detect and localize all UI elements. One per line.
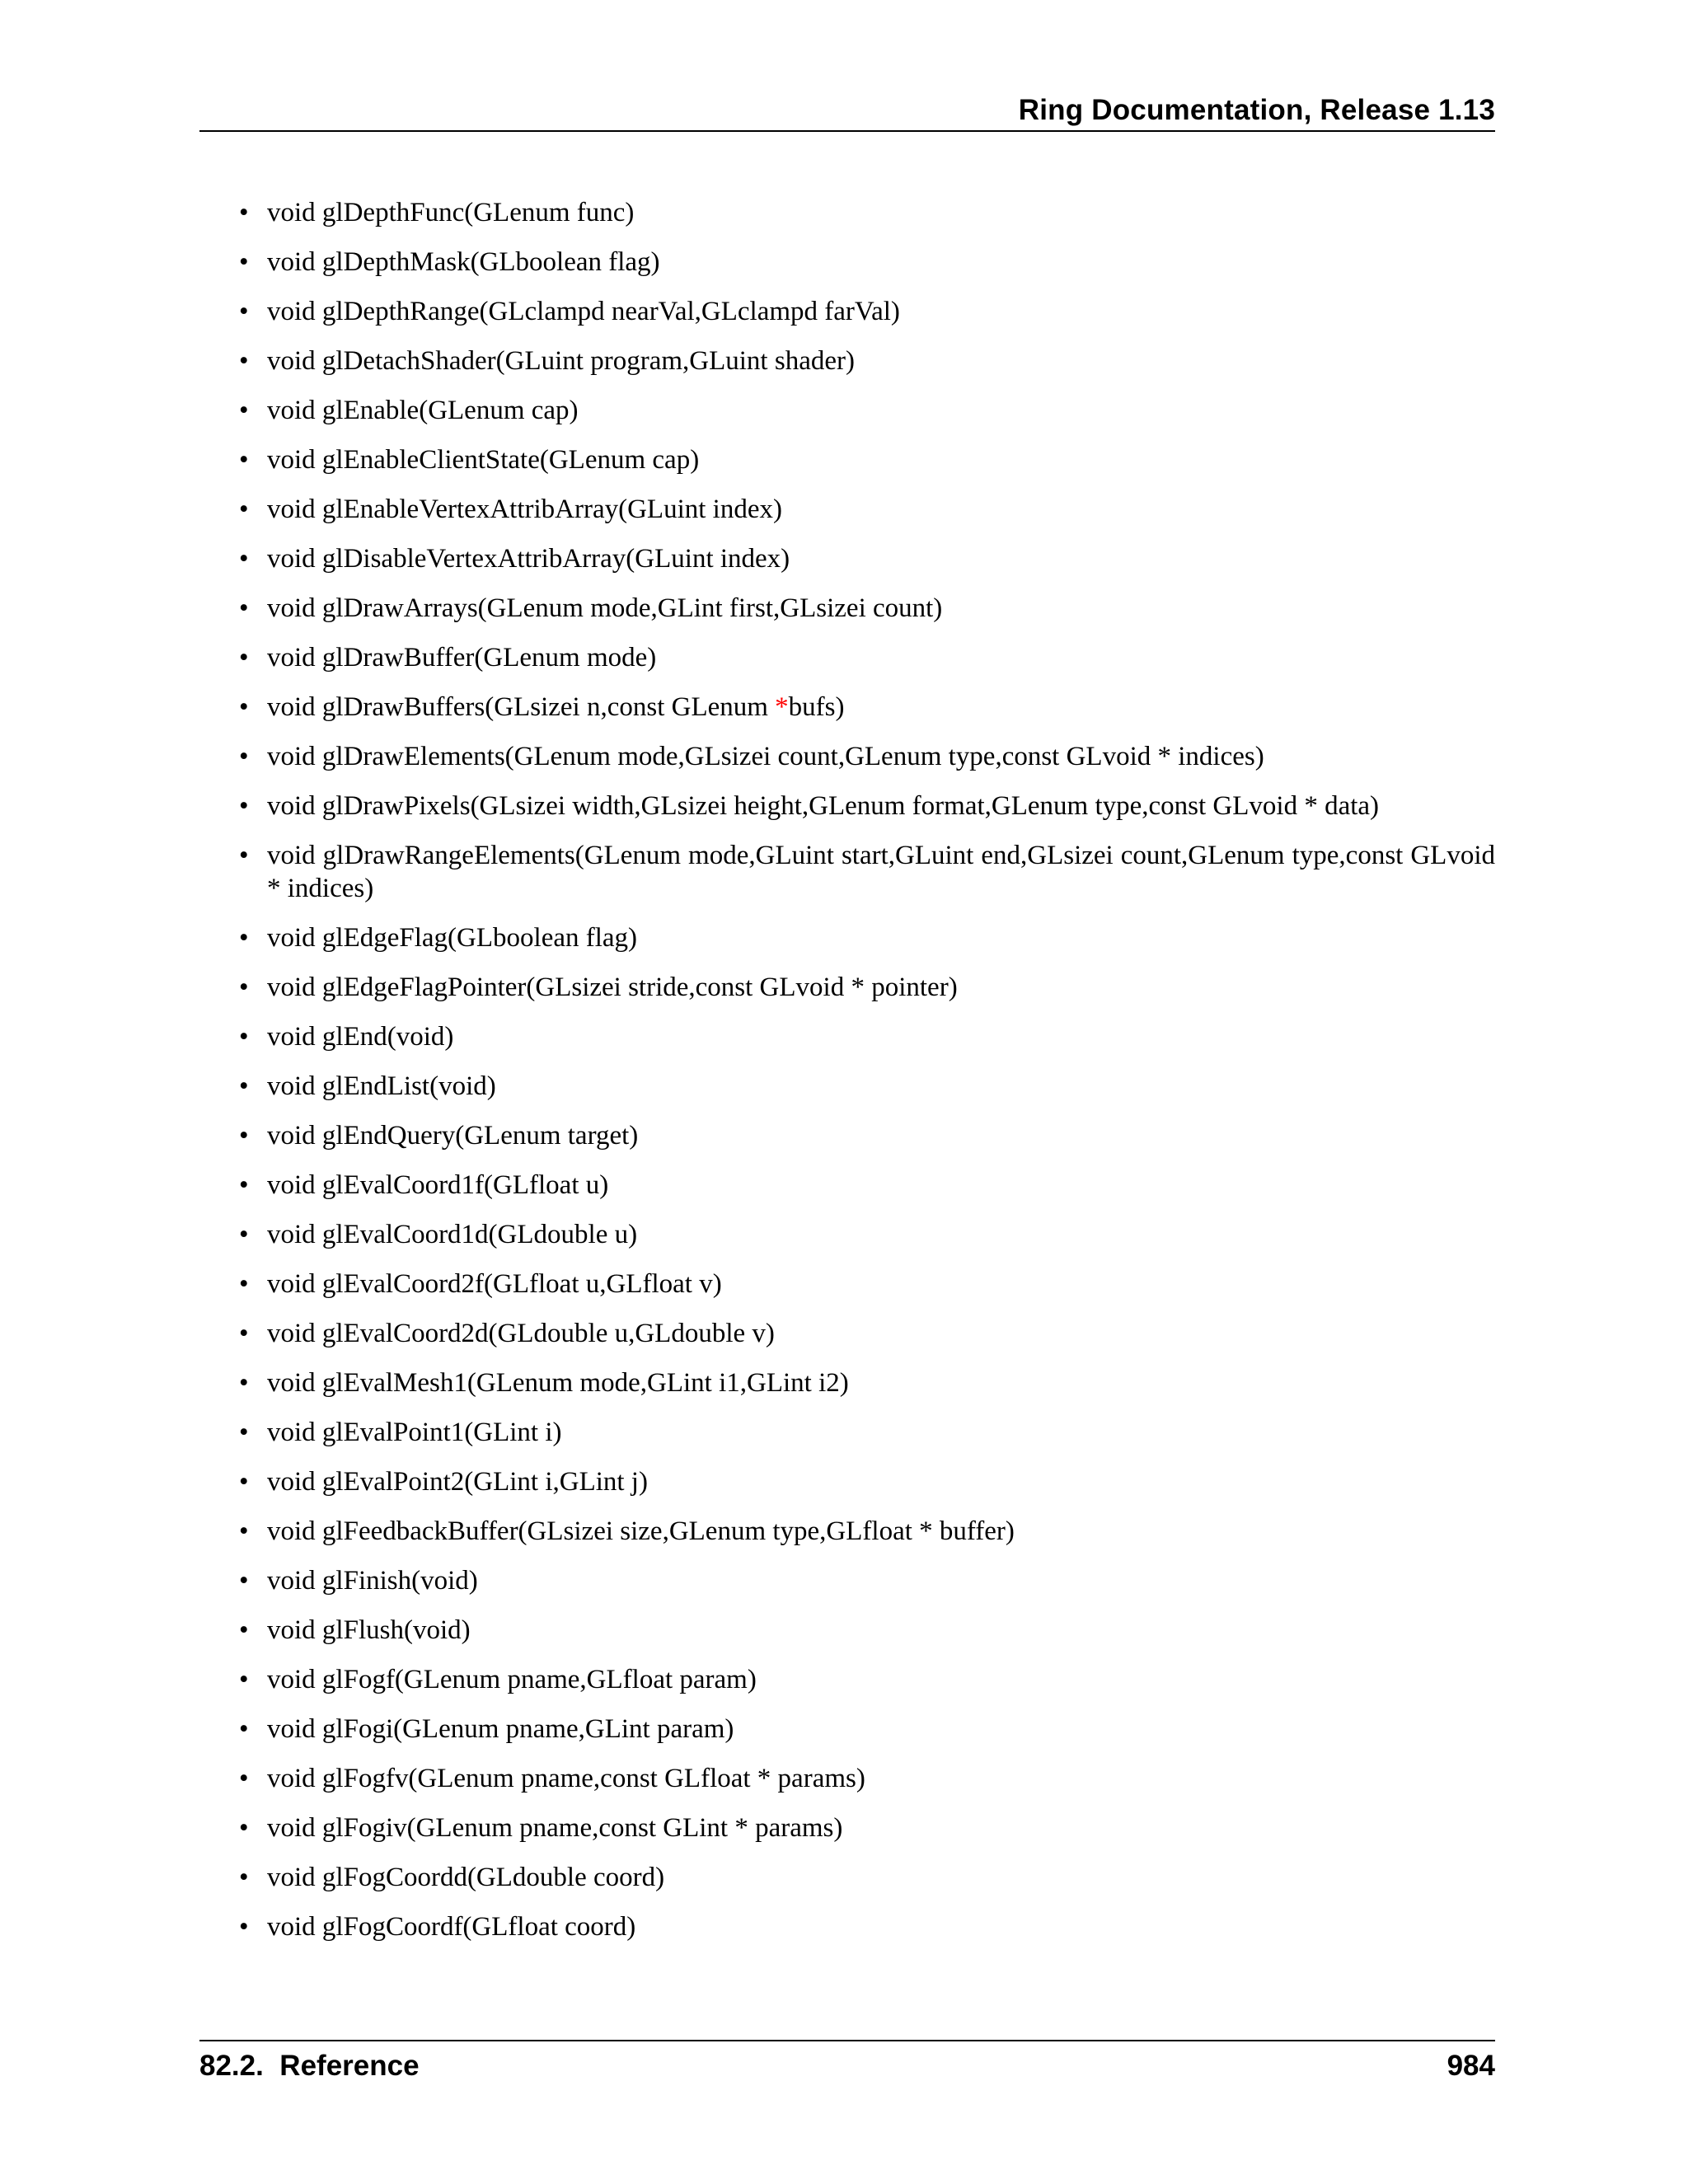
bullet-icon: •	[239, 1071, 249, 1101]
list-item	[199, 1564, 1495, 1614]
function-signature: void glFeedbackBuffer(GLsizei size,GLenum type,GLfloat * buffer)	[267, 1516, 1015, 1546]
function-signature: void glDepthMask(GLboolean flag)	[267, 247, 660, 277]
bullet-icon: •	[239, 247, 249, 277]
list-item	[199, 493, 1495, 542]
bullet-icon: •	[239, 972, 249, 1002]
bullet-icon: •	[239, 692, 249, 722]
function-signature: void glEvalPoint2(GLint i,GLint j)	[267, 1467, 648, 1497]
bullet-icon: •	[239, 742, 249, 771]
list-item	[199, 1762, 1495, 1811]
bullet-icon: •	[239, 1269, 249, 1299]
page-content	[199, 196, 1495, 1960]
bullet-icon: •	[239, 445, 249, 475]
bullet-icon: •	[239, 1319, 249, 1348]
list-item	[199, 295, 1495, 344]
bullet-icon: •	[239, 1516, 249, 1546]
list-item	[199, 443, 1495, 493]
list-item	[199, 592, 1495, 641]
bullet-icon: •	[239, 1813, 249, 1843]
function-signature: void glEndList(void)	[267, 1071, 496, 1101]
bullet-icon: •	[239, 643, 249, 673]
list-item	[199, 344, 1495, 394]
function-signature: void glFogCoordd(GLdouble coord)	[267, 1863, 665, 1892]
list-item	[199, 1465, 1495, 1515]
function-signature: void glFogf(GLenum pname,GLfloat param)	[267, 1665, 757, 1694]
bullet-icon: •	[239, 1764, 249, 1793]
bullet-icon: •	[239, 1912, 249, 1942]
list-item	[199, 1910, 1495, 1960]
bullet-icon: •	[239, 1863, 249, 1892]
function-signature	[267, 691, 1495, 724]
list-item	[199, 1169, 1495, 1218]
bullet-icon: •	[239, 1714, 249, 1744]
list-item	[199, 542, 1495, 592]
bullet-icon: •	[239, 1467, 249, 1497]
list-item	[199, 1861, 1495, 1910]
bullet-icon: •	[239, 1665, 249, 1694]
page-header	[199, 89, 1495, 132]
function-signature: void glFogiv(GLenum pname,const GLint * params)	[267, 1813, 843, 1843]
function-signature: void glFinish(void)	[267, 1566, 478, 1596]
list-item	[199, 790, 1495, 839]
function-signature: void glEvalCoord1f(GLfloat u)	[267, 1170, 609, 1200]
list-item	[199, 1268, 1495, 1317]
function-signature: void glEdgeFlagPointer(GLsizei stride,const GLvoid * pointer)	[267, 972, 958, 1002]
list-item	[199, 839, 1495, 921]
list-item	[199, 394, 1495, 443]
list-item	[199, 641, 1495, 691]
section-label: 82.2. Reference	[199, 2050, 420, 2082]
function-signature: void glFogi(GLenum pname,GLint param)	[267, 1714, 734, 1744]
bullet-icon: •	[239, 297, 249, 326]
bullet-icon: •	[239, 544, 249, 574]
list-item	[199, 1366, 1495, 1416]
bullet-icon: •	[239, 198, 249, 227]
function-signature: void glEnableClientState(GLenum cap)	[267, 445, 700, 475]
bullet-icon: •	[239, 1170, 249, 1200]
bullet-icon: •	[239, 923, 249, 953]
list-item	[199, 1020, 1495, 1070]
function-signature: void glDisableVertexAttribArray(GLuint index)	[267, 544, 790, 574]
function-signature: void glFlush(void)	[267, 1615, 471, 1645]
list-item	[199, 1515, 1495, 1564]
list-item	[199, 971, 1495, 1020]
function-signature: void glFogCoordf(GLfloat coord)	[267, 1912, 636, 1942]
bullet-icon: •	[239, 346, 249, 376]
bullet-icon: •	[239, 791, 249, 821]
function-signature: void glEvalCoord2f(GLfloat u,GLfloat v)	[267, 1269, 722, 1299]
document-title: Ring Documentation, Release 1.13	[1018, 94, 1495, 126]
bullet-icon: •	[239, 593, 249, 623]
bullet-icon: •	[239, 1022, 249, 1052]
function-signature: void glEndQuery(GLenum target)	[267, 1121, 639, 1151]
list-item	[199, 691, 1495, 740]
list-item	[199, 196, 1495, 246]
bullet-icon: •	[239, 494, 249, 524]
list-item	[199, 1317, 1495, 1366]
list-item	[199, 1070, 1495, 1119]
page-footer	[199, 2040, 1495, 2091]
list-item	[199, 1614, 1495, 1663]
bullet-icon: •	[239, 1566, 249, 1596]
list-item	[199, 1811, 1495, 1861]
function-signature: void glDrawPixels(GLsizei width,GLsizei height,GLenum format,GLenum type,const GLvoid * data)	[267, 791, 1380, 821]
function-signature: void glEvalCoord1d(GLdouble u)	[267, 1220, 638, 1249]
bullet-icon: •	[239, 1418, 249, 1447]
page-number: 984	[1447, 2050, 1495, 2082]
list-item	[199, 1119, 1495, 1169]
signature-part: bufs)	[788, 692, 845, 722]
function-signature: void glDepthFunc(GLenum func)	[267, 198, 635, 227]
list-item	[199, 1416, 1495, 1465]
function-signature: void glFogfv(GLenum pname,const GLfloat * params)	[267, 1764, 865, 1793]
function-signature: void glEnd(void)	[267, 1022, 454, 1052]
function-signature: void glEvalCoord2d(GLdouble u,GLdouble v)	[267, 1319, 775, 1348]
bullet-icon: •	[239, 1615, 249, 1645]
list-item	[199, 1713, 1495, 1762]
function-signature: void glDrawArrays(GLenum mode,GLint first,GLsizei count)	[267, 593, 943, 623]
function-signature: void glEdgeFlag(GLboolean flag)	[267, 923, 638, 953]
function-list	[199, 196, 1495, 1960]
bullet-icon: •	[239, 396, 249, 425]
bullet-icon: •	[239, 1368, 249, 1398]
function-signature: void glEvalPoint1(GLint i)	[267, 1418, 562, 1447]
function-signature: void glEnable(GLenum cap)	[267, 396, 579, 425]
function-signature: void glEnableVertexAttribArray(GLuint index)	[267, 494, 782, 524]
list-item	[199, 246, 1495, 295]
function-signature: void glDrawRangeElements(GLenum mode,GLuint start,GLuint end,GLsizei count,GLenum type,const GLvoid * indices)	[267, 841, 1495, 903]
function-signature: void glDrawElements(GLenum mode,GLsizei count,GLenum type,const GLvoid * indices)	[267, 742, 1264, 771]
signature-part: void glDrawBuffers(GLsizei n,const GLenum	[267, 692, 776, 722]
pointer-marker: *	[775, 692, 789, 722]
list-item	[199, 921, 1495, 971]
list-item	[199, 1218, 1495, 1268]
list-item	[199, 1663, 1495, 1713]
bullet-icon: •	[239, 841, 249, 870]
function-signature: void glDrawBuffer(GLenum mode)	[267, 643, 657, 673]
function-signature: void glDetachShader(GLuint program,GLuint shader)	[267, 346, 855, 376]
function-signature: void glDepthRange(GLclampd nearVal,GLclampd farVal)	[267, 297, 900, 326]
list-item	[199, 740, 1495, 790]
bullet-icon: •	[239, 1121, 249, 1151]
function-signature: void glEvalMesh1(GLenum mode,GLint i1,GLint i2)	[267, 1368, 849, 1398]
bullet-icon: •	[239, 1220, 249, 1249]
